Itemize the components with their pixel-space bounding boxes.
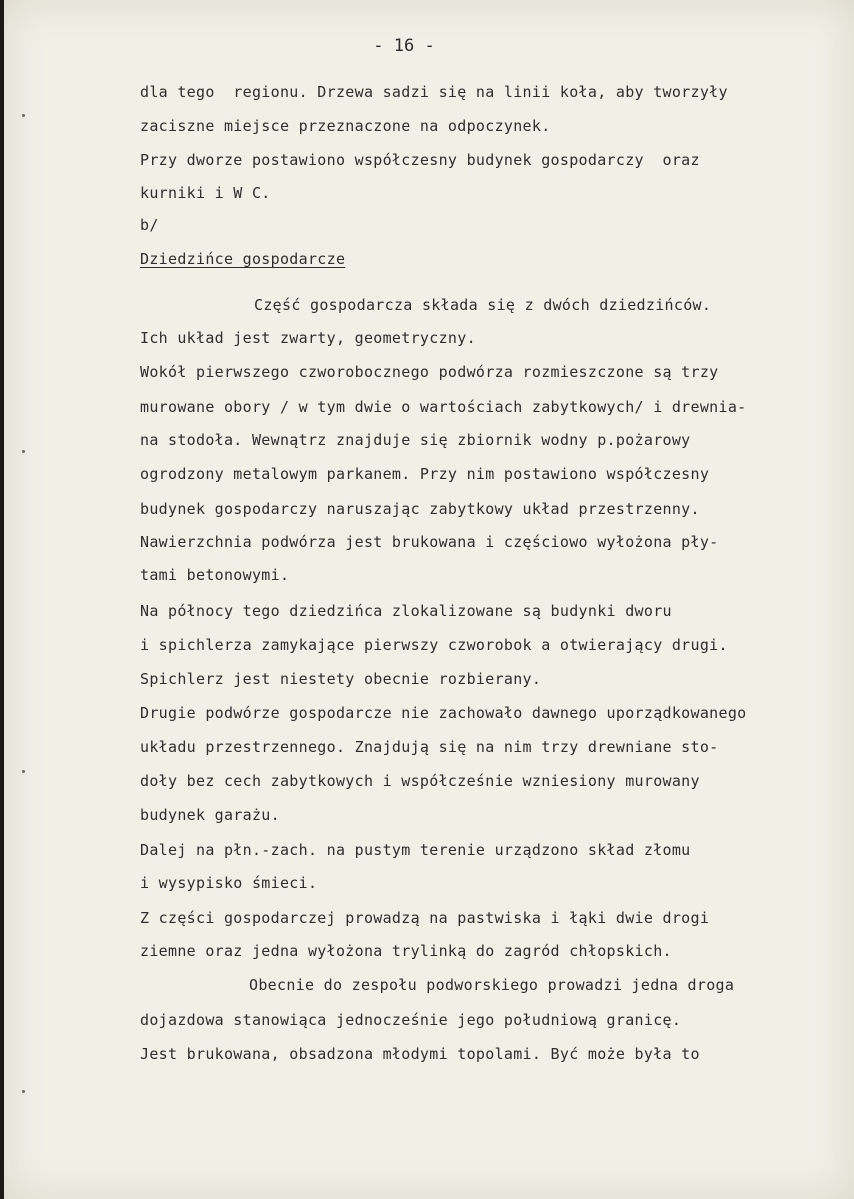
text-line: Jest brukowana, obsadzona młodymi topolami. Być może była to xyxy=(140,1045,700,1063)
document-page xyxy=(4,0,854,1199)
text-line: budynek garażu. xyxy=(140,806,280,824)
text-line: ziemne oraz jedna wyłożona trylinką do zagród chłopskich. xyxy=(140,942,672,960)
text-line: i spichlerza zamykające pierwszy czworobok a otwierający drugi. xyxy=(140,636,728,654)
text-line: Wokół pierwszego czworobocznego podwórza rozmieszczone są trzy xyxy=(140,363,719,381)
text-line: kurniki i W C. xyxy=(140,184,271,202)
text-line: murowane obory / w tym dwie o wartościach zabytkowych/ i drewnia- xyxy=(140,398,747,416)
text-line: na stodoła. Wewnątrz znajduje się zbiornik wodny p.pożarowy xyxy=(140,431,691,449)
text-line: tami betonowymi. xyxy=(140,566,290,584)
text-line: Na północy tego dziedzińca zlokalizowane są budynki dworu xyxy=(140,602,672,620)
section-heading: Dziedzińce gospodarcze xyxy=(140,250,346,268)
text-line: ogrodzony metalowym parkanem. Przy nim postawiono współczesny xyxy=(140,465,710,483)
text-line: Dalej na płn.-zach. na pustym terenie urządzono skład złomu xyxy=(140,841,691,859)
binder-hole-mark xyxy=(22,450,25,453)
text-line: Obecnie do zespołu podworskiego prowadzi jedna droga xyxy=(249,976,735,994)
text-line: zaciszne miejsce przeznaczone na odpoczynek. xyxy=(140,117,551,135)
text-line: Ich układ jest zwarty, geometryczny. xyxy=(140,329,476,347)
text-line: Spichlerz jest niestety obecnie rozbierany. xyxy=(140,670,542,688)
text-line: układu przestrzennego. Znajdują się na nim trzy drewniane sto- xyxy=(140,738,719,756)
text-line: i wysypisko śmieci. xyxy=(140,874,318,892)
text-line: Przy dworze postawiono współczesny budynek gospodarczy oraz xyxy=(140,151,700,169)
binder-hole-mark xyxy=(22,114,25,117)
text-line: Z części gospodarczej prowadzą na pastwiska i łąki dwie drogi xyxy=(140,909,710,927)
binder-hole-mark xyxy=(22,770,25,773)
text-line: doły bez cech zabytkowych i współcześnie wzniesiony murowany xyxy=(140,772,700,790)
text-line: Część gospodarcza składa się z dwóch dziedzińców. xyxy=(254,296,712,314)
page-number: - 16 - xyxy=(373,36,435,56)
text-line: budynek gospodarczy naruszając zabytkowy układ przestrzenny. xyxy=(140,500,700,518)
text-line: Drugie podwórze gospodarcze nie zachowało dawnego uporządkowanego xyxy=(140,704,747,722)
text-line: Nawierzchnia podwórza jest brukowana i częściowo wyłożona pły- xyxy=(140,533,719,551)
text-line: b/ xyxy=(140,216,159,234)
text-line: dla tego regionu. Drzewa sadzi się na linii koła, aby tworzyły xyxy=(140,83,728,101)
text-line: dojazdowa stanowiąca jednocześnie jego południową granicę. xyxy=(140,1011,682,1029)
binder-hole-mark xyxy=(22,1090,25,1093)
